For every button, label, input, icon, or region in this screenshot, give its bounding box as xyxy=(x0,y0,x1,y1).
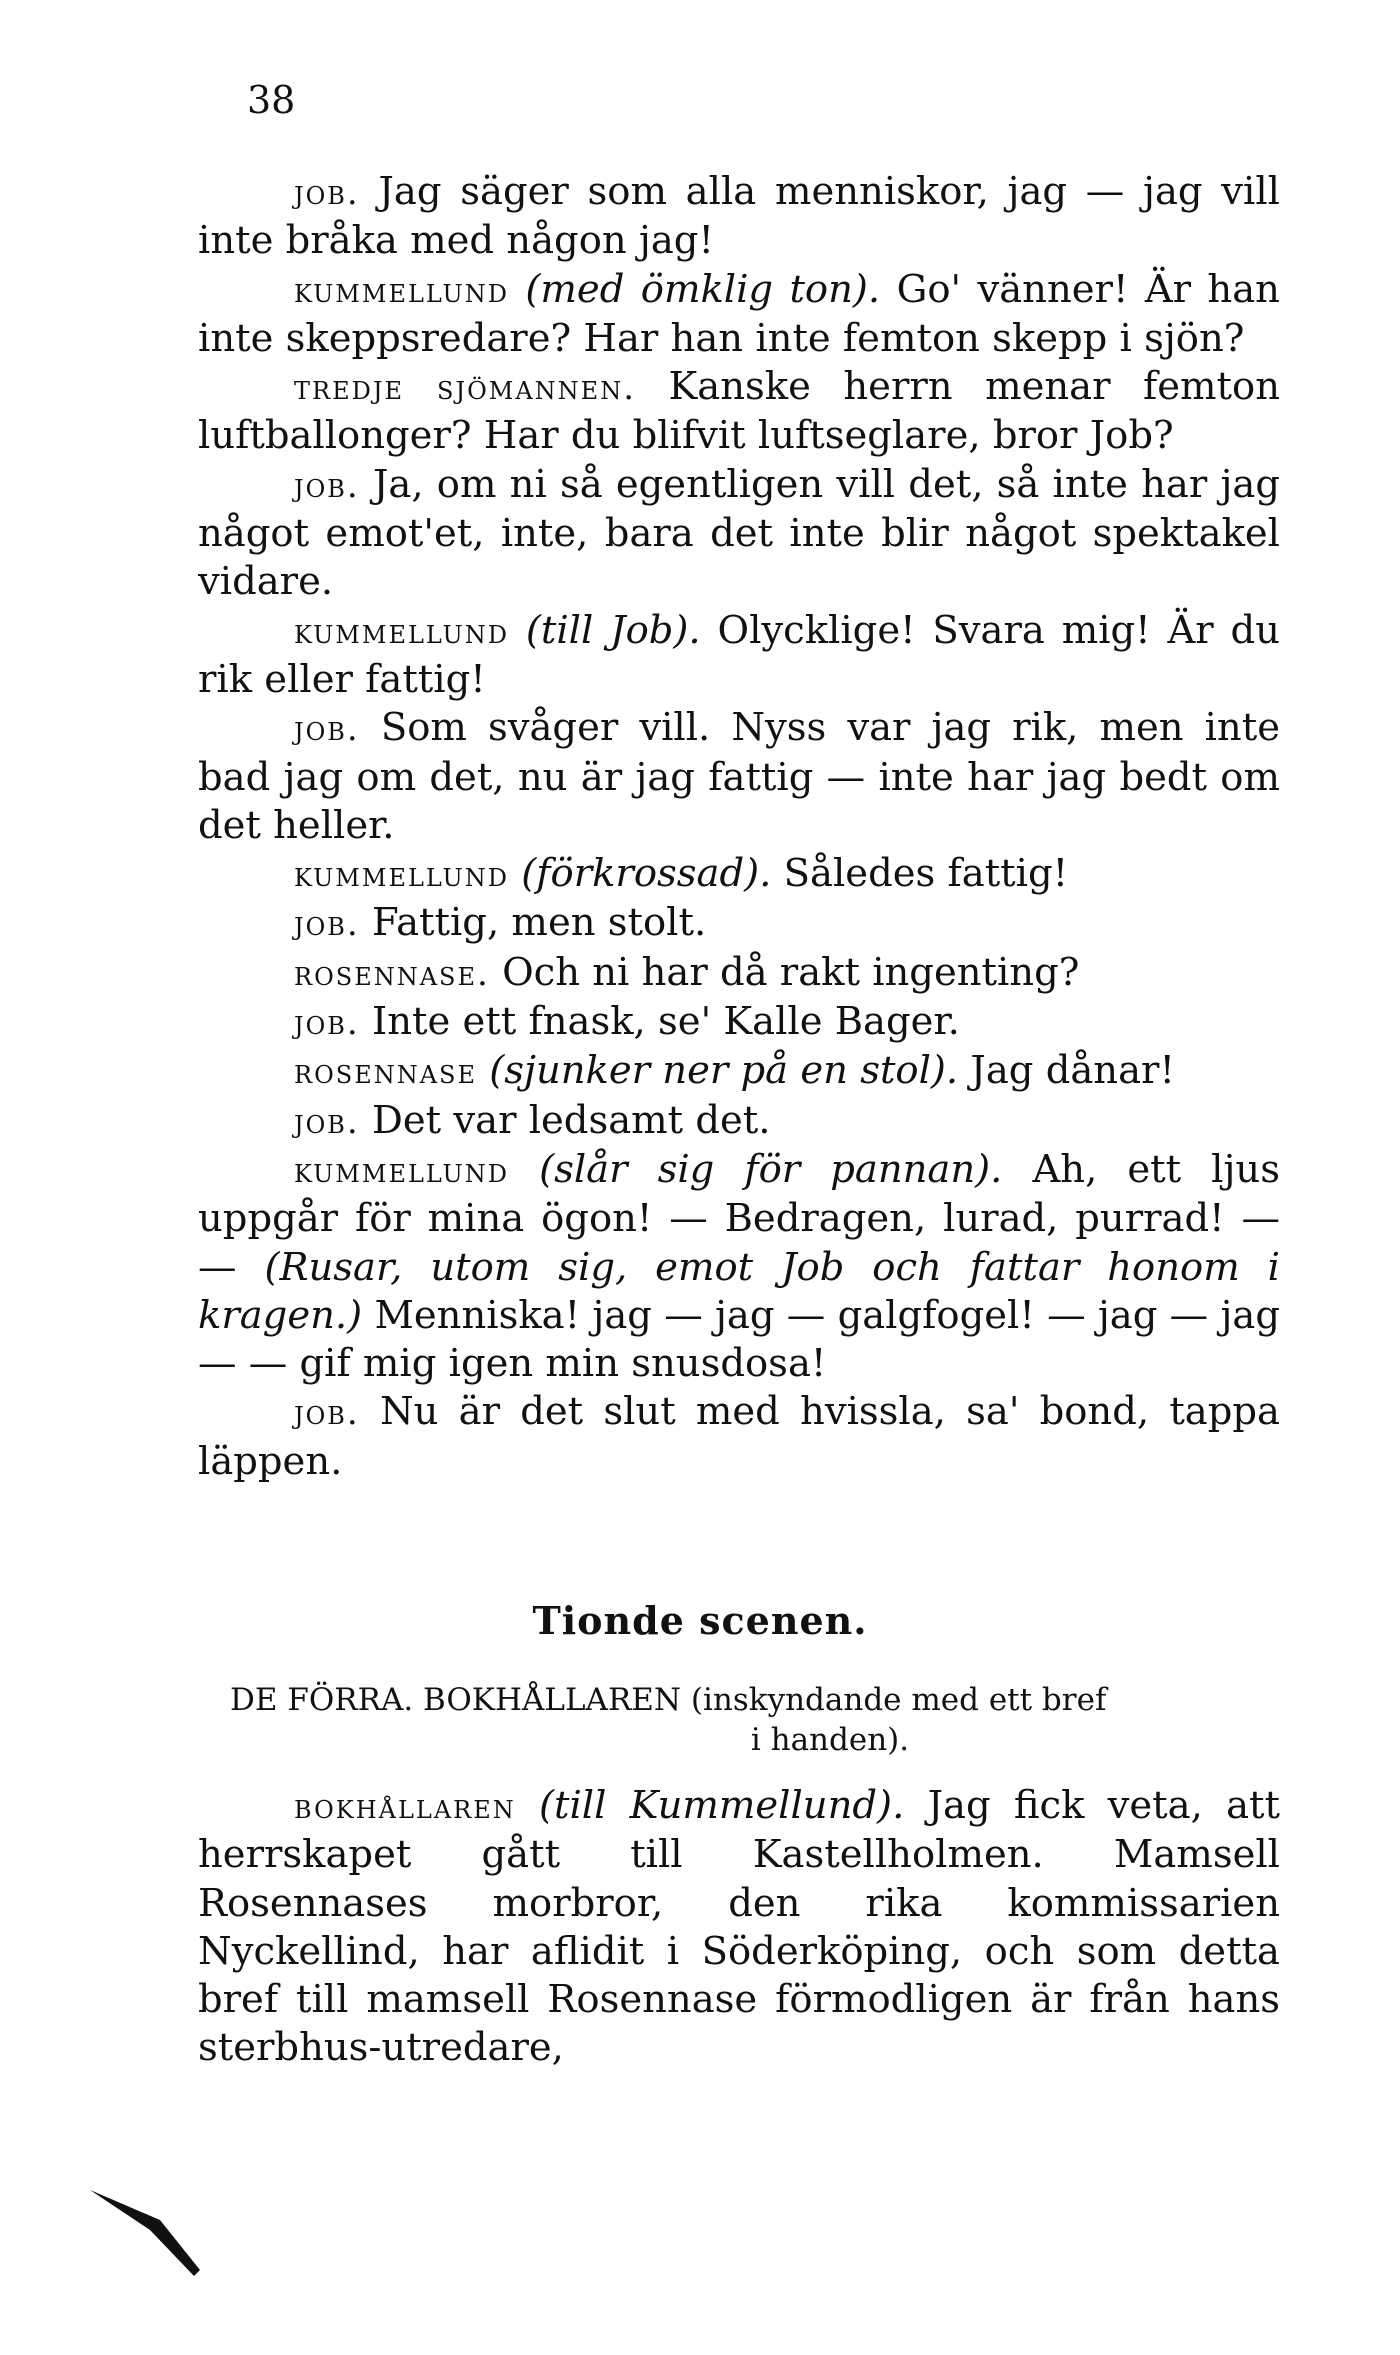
speech-text: Således fattig! xyxy=(783,851,1069,897)
speech-13 xyxy=(198,1146,1280,1388)
speech-text: Och ni har då rakt ingenting? xyxy=(502,949,1080,995)
speech-text: Jag fick veta, att herrskapet gått till Kastellholmen. Mamsell Rosennases morbror, den rika kommissarien Nyckellind, har aflidit i Söderköping, och som detta bref till mamsell Rosennase förmodligen är från hans sterbhus-utredare, xyxy=(198,1783,1280,2071)
speech-text: Go' vänner! Är han inte skeppsredare? Har han inte femton skepp i sjön? xyxy=(198,266,1280,361)
speech-text: Fattig, men stolt. xyxy=(372,900,707,946)
speaker: job. xyxy=(294,173,360,213)
speech-text: Som svåger vill. Nyss var jag rik, men inte bad jag om det, nu är jag fattig — inte har jag bedt om det heller. xyxy=(198,705,1280,848)
speaker: kummellund xyxy=(294,1150,509,1191)
stage-direction: (sjunker ner på en stol). xyxy=(489,1048,959,1094)
speech-6 xyxy=(198,704,1280,850)
speech-15 xyxy=(198,1782,1280,2073)
speech-3 xyxy=(198,363,1280,461)
speech-4 xyxy=(198,461,1280,607)
stage-direction: (förkrossad). xyxy=(521,851,772,897)
speaker: kummellund xyxy=(294,611,509,652)
cast-list xyxy=(230,1680,1250,1760)
stage-direction: (med ömklig ton). xyxy=(525,266,881,312)
speech-5 xyxy=(198,607,1280,705)
speech-9 xyxy=(198,949,1280,998)
speech-text: Ja, om ni så egentligen vill det, så inte har jag något emot'et, inte, bara det inte blir något spektakel vidare. xyxy=(198,461,1280,605)
dialogue-block xyxy=(198,168,1280,1486)
speech-text: Menniska! jag — jag — galgfogel! — jag — jag — — gif mig igen min snusdosa! xyxy=(198,1292,1280,1387)
ink-smudge-mark xyxy=(90,2190,210,2280)
stage-direction: (slår sig för pannan). xyxy=(539,1146,1003,1192)
speaker: job. xyxy=(294,1393,360,1434)
speaker: job. xyxy=(294,1101,360,1142)
speech-text: Olycklige! Svara mig! Är du rik eller fattig! xyxy=(198,607,1280,702)
speech-8 xyxy=(198,899,1280,948)
speaker: kummellund xyxy=(294,270,509,311)
stage-direction: (till Kummellund). xyxy=(539,1783,905,1828)
stage-direction: (Rusar, utom sig, emot Job och fattar honom i kragen.) xyxy=(198,1244,1280,1338)
speech-1 xyxy=(198,168,1280,266)
speaker: tredje sjömannen. xyxy=(294,368,637,409)
speech-12 xyxy=(198,1097,1280,1146)
cast-sub: i handen). xyxy=(750,1722,910,1758)
speaker: rosennase. xyxy=(294,953,490,994)
speaker: bokhållaren xyxy=(294,1787,516,1827)
speech-text: Ah, ett ljus uppgår för mina ögon! — Bedragen, lurad, purrad! — — xyxy=(198,1146,1280,1290)
speech-text: Kanske herrn menar femton luftballonger? Har du blifvit luftseglare, bror Job? xyxy=(198,364,1280,459)
speech-7 xyxy=(198,850,1280,899)
speaker: job. xyxy=(294,1003,360,1044)
speech-text: Inte ett fnask, se' Kalle Bager. xyxy=(372,999,960,1045)
speech-text: Jag dånar! xyxy=(970,1048,1175,1094)
scene-heading: Tionde scenen. xyxy=(532,1598,868,1643)
stage-direction: (till Job). xyxy=(525,607,701,653)
speech-text: Det var ledsamt det. xyxy=(372,1097,771,1143)
final-speech xyxy=(198,1782,1280,2073)
speech-11 xyxy=(198,1047,1280,1096)
cast-main: DE FÖRRA. BOKHÅLLAREN (inskyndande med ett bref xyxy=(230,1682,1107,1718)
speech-text: Nu är det slut med hvissla, sa' bond, tappa läppen. xyxy=(198,1389,1280,1484)
speech-14 xyxy=(198,1388,1280,1486)
speaker: kummellund xyxy=(294,855,509,896)
speech-2 xyxy=(198,266,1280,364)
speaker: rosennase xyxy=(294,1052,477,1093)
speech-10 xyxy=(198,998,1280,1047)
speech-text: Jag säger som alla menniskor, jag — jag vill inte bråka med någon jag! xyxy=(198,169,1280,264)
page-number: 38 xyxy=(247,78,296,122)
speaker: job. xyxy=(294,465,360,506)
speaker: job. xyxy=(294,904,360,945)
speaker: job. xyxy=(294,709,360,750)
